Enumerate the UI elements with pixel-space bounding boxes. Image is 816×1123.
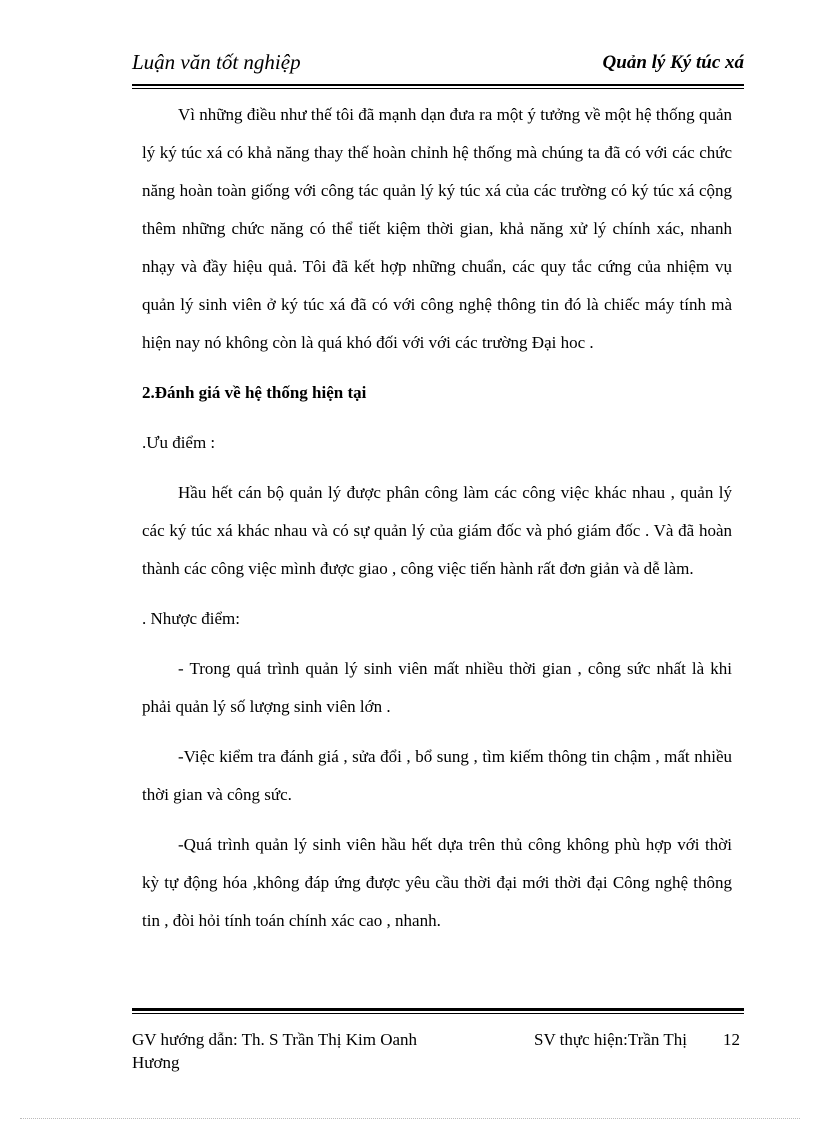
page-edge-divider (20, 1118, 800, 1119)
intro-paragraph: Vì những điều như thế tôi đã mạnh dạn đưa ra một ý tưởng về một hệ thống quản lý ký túc xá có khả năng thay thế hoàn chỉnh hệ thống mà chúng ta đã có với các chức năng hoàn toàn giống với công tác quản lý ký túc xá của các trường có ký túc xá cộng thêm những chức năng có thể tiết kiệm thời gian, khả năng xử lý chính xác, nhanh nhạy và đầy hiệu quả. Tôi đã kết hợp những chuẩn, các quy tắc cứng của nhiệm vụ quản lý sinh viên ở ký túc xá đã có với công nghệ thông tin đó là chiếc máy tính mà hiện nay nó không còn là quá khó đối với với các trường Đại hoc . (142, 105, 732, 352)
advantages-paragraph: Hầu hết cán bộ quản lý được phân công làm các công việc khác nhau , quản lý các ký túc xá khác nhau và có sự quản lý của giám đốc và phó giám đốc . Và đã hoàn thành các công việc mình được giao , công việc tiến hành rất đơn giản và dễ làm. (142, 483, 732, 578)
disadvantage-item: -Việc kiểm tra đánh giá , sửa đổi , bổ sung , tìm kiếm thông tin chậm , mất nhiều thời gian và công sức. (142, 747, 732, 804)
section-heading: 2.Đánh giá về hệ thống hiện tại (142, 383, 367, 402)
header-thesis-title: Luận văn tốt nghiệp (132, 50, 301, 74)
page-header (132, 48, 744, 82)
page-number: 12 (723, 1030, 740, 1049)
advantages-label: .Ưu điểm : (142, 433, 216, 452)
footer-rule-thin (132, 1013, 744, 1014)
header-rule (132, 84, 744, 86)
header-rule-thin (132, 88, 744, 89)
page-body (142, 96, 732, 940)
disadvantage-item: -Quá trình quản lý sinh viên hầu hết dựa trên thủ công không phù hợp với thời kỳ tự động hóa ,không đáp ứng được yêu cầu thời đại mới thời đại Công nghệ thông tin , đòi hỏi tính toán chính xác cao , nhanh. (142, 835, 732, 930)
disadvantage-item: - Trong quá trình quản lý sinh viên mất nhiều thời gian , công sức nhất là khi phải quản lý số lượng sinh viên lớn . (142, 659, 732, 716)
footer-advisor (132, 1028, 462, 1074)
footer-student-name-cont: Hương (132, 1053, 180, 1072)
footer-advisor-name: GV hướng dẫn: Th. S Trần Thị Kim Oanh (132, 1030, 418, 1049)
disadvantages-label: . Nhược điểm: (142, 609, 240, 628)
footer-student: SV thực hiện:Trần Thị (534, 1030, 687, 1049)
footer-rule (132, 1008, 744, 1011)
header-topic: Quản lý Ký túc xá (602, 52, 744, 73)
